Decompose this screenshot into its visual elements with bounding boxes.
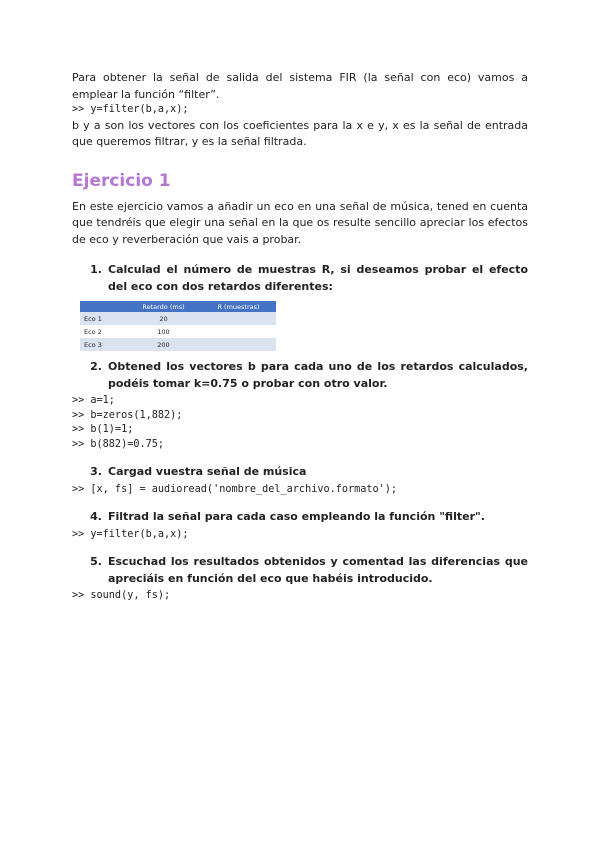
table-cell: 100 <box>126 325 201 338</box>
table-cell: Eco 1 <box>80 312 126 325</box>
step-text: Escuchad los resultados obtenidos y comentad las diferencias que apreciáis en función del eco que habéis introducido. <box>108 555 528 585</box>
table-cell: 200 <box>126 338 201 351</box>
step-number: 5. <box>90 555 102 568</box>
table-row <box>80 312 276 325</box>
step-number: 1. <box>90 263 102 276</box>
intro-paragraph-2: b y a son los vectores con los coeficientes para la x e y, x es la señal de entrada que queremos filtrar, y es la señal filtrada. <box>72 118 528 148</box>
step-text: Calculad el número de muestras R, si deseamos probar el efecto del eco con dos retardos diferentes: <box>108 263 528 293</box>
table-row <box>80 325 276 338</box>
intro-paragraph-1: Para obtener la señal de salida del sistema FIR (la señal con eco) vamos a emplear la función “filter”. <box>72 71 528 101</box>
step-text: Cargad vuestra señal de música <box>108 465 307 478</box>
document-page <box>72 70 528 604</box>
step-5 <box>72 554 528 587</box>
table-cell: Eco 2 <box>80 325 126 338</box>
step-number: 3. <box>90 465 102 478</box>
code-line: >> y=filter(b,a,x); <box>72 528 189 540</box>
step-3 <box>72 464 528 481</box>
step-text: Filtrad la señal para cada caso empleando la función "filter". <box>108 510 485 523</box>
step-1 <box>72 262 528 295</box>
table-cell <box>201 325 276 338</box>
exercise-title: Ejercicio 1 <box>72 170 171 191</box>
table-header: R (muestras) <box>201 301 276 312</box>
table-cell: 20 <box>126 312 201 325</box>
table-cell <box>201 312 276 325</box>
code-line: >> a=1; <box>72 395 115 406</box>
step-2 <box>72 359 528 392</box>
step-text: Obtened los vectores b para cada uno de los retardos calculados, podéis tomar k=0.75 o probar con otro valor. <box>108 360 528 390</box>
delay-table <box>80 301 276 351</box>
table-header <box>80 301 126 312</box>
step-number: 4. <box>90 510 102 523</box>
code-line: >> b(1)=1; <box>72 424 134 435</box>
table-row <box>80 338 276 351</box>
code-line: >> sound(y, fs); <box>72 590 171 601</box>
code-line: >> b=zeros(1,882); <box>72 409 183 421</box>
table-cell <box>201 338 276 351</box>
table-header: Retardo (ms) <box>126 301 201 312</box>
code-line: >> [x, fs] = audioread('nombre_del_archivo.formato'); <box>72 483 398 495</box>
intro-code: >> y=filter(b,a,x); <box>72 104 189 115</box>
step-4 <box>72 509 528 526</box>
exercise-intro: En este ejercicio vamos a añadir un eco en una señal de música, tened en cuenta que tendréis que elegir una señal en la que os resulte sencillo apreciar los efectos de eco y reverberación que vais a probar. <box>72 199 528 246</box>
code-line: >> b(882)=0.75; <box>72 438 165 450</box>
table-cell: Eco 3 <box>80 338 126 351</box>
table-header-row <box>80 301 276 312</box>
step-number: 2. <box>90 360 102 373</box>
